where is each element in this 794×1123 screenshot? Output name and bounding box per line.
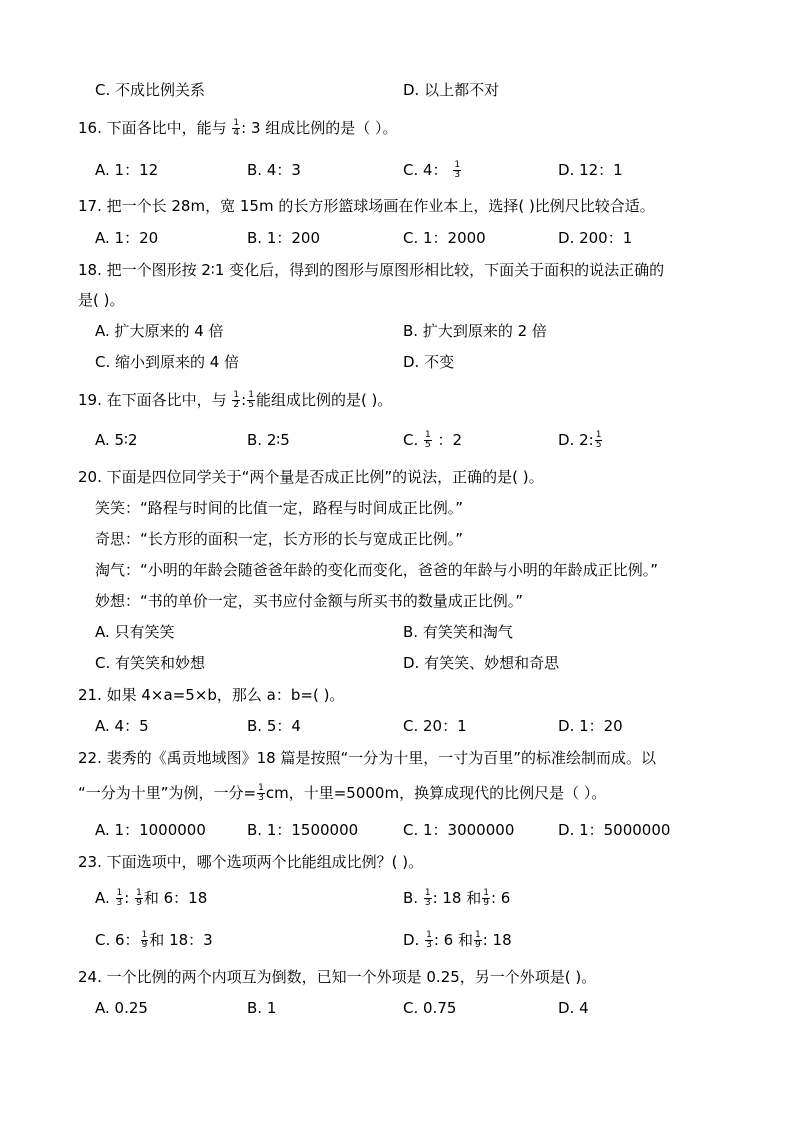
text-line: C. 1 5 ：2: [403, 430, 462, 450]
fraction: [232, 119, 240, 138]
text-line: C. 1：2000: [403, 229, 486, 247]
fraction: [247, 391, 255, 410]
fraction: [141, 931, 149, 950]
text-line: B. 扩大到原来的 2 倍: [403, 322, 547, 340]
text-line: C. 缩小到原来的 4 倍: [95, 353, 240, 371]
text-line: C. 0.75: [403, 999, 457, 1017]
text-line: B. 2∶5: [247, 431, 290, 449]
text-line: D. 1：5000000: [558, 821, 671, 839]
text-line: D. 4: [558, 999, 589, 1017]
text-line: A. 4：5: [95, 717, 149, 735]
text-line: 妙想：“书的单价一定，买书应付金额与所买书的数量成正比例。”: [95, 592, 524, 610]
text-line: A. 1：1000000: [95, 821, 206, 839]
text-line: D. 2: 1 5: [558, 430, 603, 450]
text-line: 16. 下面各比中，能与 1 4 : 3 组成比例的是（ ）。: [78, 118, 398, 138]
text-line: C. 有笑笑和妙想: [95, 654, 206, 672]
text-line: 17. 把一个长 28m，宽 15m 的长方形篮球场画在作业本上，选择( )比例尺比较合适。: [78, 197, 655, 215]
text-line: D. 12：1: [558, 161, 623, 179]
text-line: D. 1：20: [558, 717, 623, 735]
text-line: 18. 把一个图形按 2∶1 变化后，得到的图形与原图形相比较，下面关于面积的说法正确的: [78, 261, 665, 279]
text-line: A. 扩大原来的 4 倍: [95, 322, 224, 340]
text-line: B. 1：1500000: [247, 821, 359, 839]
text-line: D. 以上都不对: [403, 81, 500, 99]
text-line: 20. 下面是四位同学关于“两个量是否成正比例”的说法，正确的是( )。: [78, 468, 544, 486]
text-line: A. 5∶2: [95, 431, 138, 449]
fraction: [232, 391, 240, 410]
text-line: B. 有笑笑和淘气: [403, 623, 513, 641]
fraction: [595, 431, 603, 450]
text-line: C. 6： 1 9 和 18：3: [95, 930, 213, 950]
text-line: B. 1: [247, 999, 277, 1017]
text-line: B. 4：3: [247, 161, 301, 179]
text-line: A. 1 3 : 1 9 和 6：18: [95, 888, 207, 908]
fraction: [482, 889, 490, 908]
text-line: D. 200：1: [558, 229, 633, 247]
text-line: 23. 下面选项中，哪个选项两个比能组成比例？( )。: [78, 853, 424, 871]
text-line: B. 5：4: [247, 717, 301, 735]
text-line: 淘气：“小明的年龄会随爸爸年龄的变化而变化，爸爸的年龄与小明的年龄成正比例。”: [95, 561, 659, 579]
text-line: B. 1 3 : 18 和 1 9 : 6: [403, 888, 510, 908]
text-line: C. 不成比例关系: [95, 81, 206, 99]
text-line: D. 1 3 : 6 和 1 9 : 18: [403, 930, 512, 950]
text-line: 是( )。: [78, 291, 125, 309]
text-line: 21. 如果 4×a=5×b，那么 a：b=( )。: [78, 686, 345, 704]
text-line: D. 不变: [403, 353, 455, 371]
fraction: [425, 931, 433, 950]
fraction: [135, 889, 143, 908]
text-line: 22. 裴秀的《禹贡地域图》18 篇是按照“一分为十里，一寸为百里”的标准绘制而成。以: [78, 749, 657, 767]
fraction: [474, 931, 482, 950]
text-line: 奇思：“长方形的面积一定，长方形的长与宽成正比例。”: [95, 530, 464, 548]
text-line: A. 1：20: [95, 229, 159, 247]
text-line: A. 只有笑笑: [95, 623, 175, 641]
fraction: [424, 431, 432, 450]
fraction: [424, 889, 432, 908]
fraction: [453, 161, 461, 180]
text-line: C. 4： 1 3: [403, 160, 462, 180]
text-line: 笑笑：“路程与时间的比值一定，路程与时间成正比例。”: [95, 499, 464, 517]
text-line: A. 0.25: [95, 999, 148, 1017]
text-line: C. 1：3000000: [403, 821, 515, 839]
fraction: [257, 784, 265, 803]
text-line: C. 20：1: [403, 717, 467, 735]
text-line: “一分为十里”为例，一分= 1 3 cm，十里=5000m，换算成现代的比例尺是（ ）。: [78, 783, 606, 803]
text-line: D. 有笑笑、妙想和奇思: [403, 654, 560, 672]
text-line: 19. 在下面各比中，与 1 2 : 1 5 能组成比例的是( )。: [78, 390, 392, 410]
text-line: B. 1：200: [247, 229, 321, 247]
text-line: 24. 一个比例的两个内项互为倒数，已知一个外项是 0.25，另一个外项是( )。: [78, 968, 597, 986]
text-line: A. 1：12: [95, 161, 159, 179]
fraction: [116, 889, 124, 908]
